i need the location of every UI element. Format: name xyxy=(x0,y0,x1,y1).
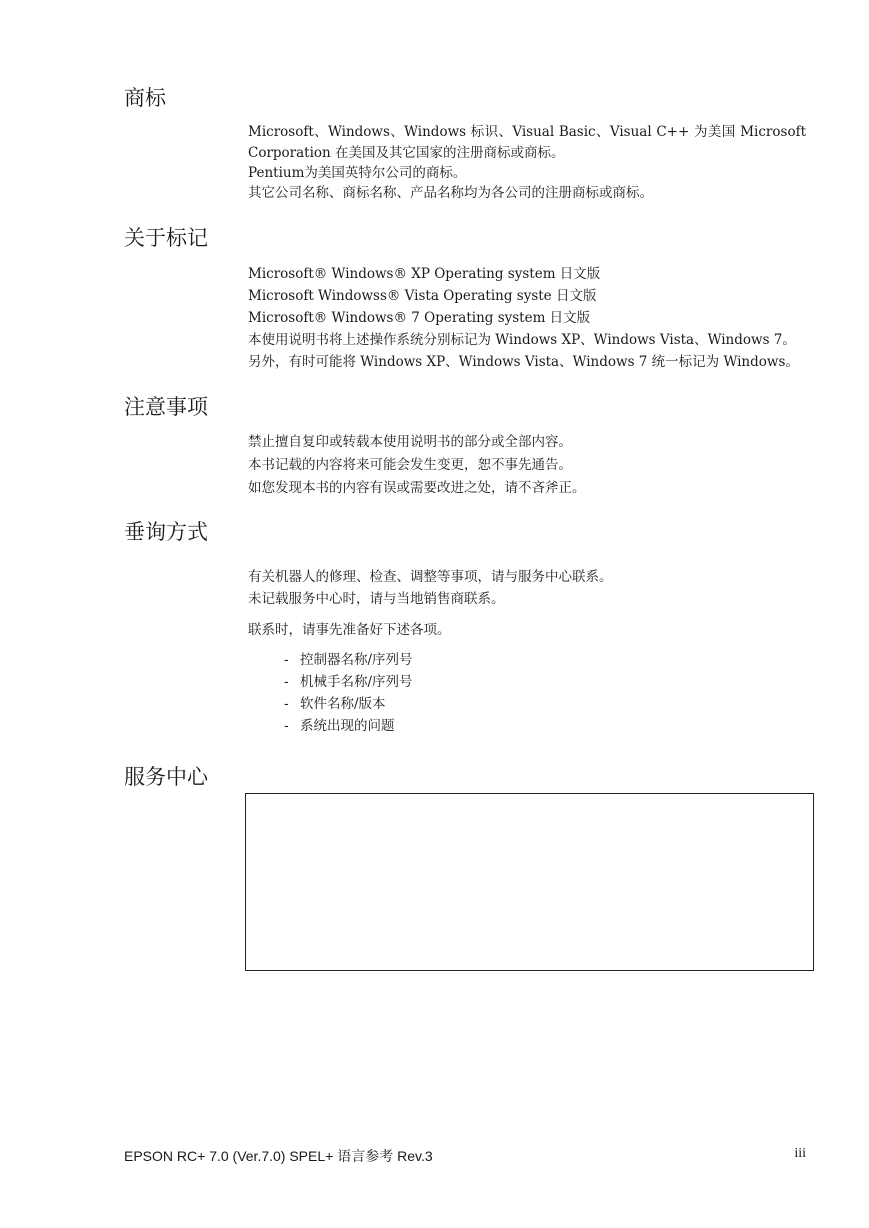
heading-notice: 注意事项 xyxy=(124,395,208,419)
notice-line-2: 本书记载的内容将来可能会发生变更，恕不事先通告。 xyxy=(248,457,572,473)
heading-notation: 关于标记 xyxy=(124,226,208,250)
list-item-text: 软件名称/版本 xyxy=(300,696,386,712)
list-item xyxy=(284,672,413,692)
heading-trademarks: 商标 xyxy=(124,86,166,110)
list-item xyxy=(284,716,395,736)
list-item xyxy=(284,650,413,670)
footer-doc-title: EPSON RC+ 7.0 (Ver.7.0) SPEL+ 语言参考 Rev.3 xyxy=(124,1148,433,1164)
bullet-dash: - xyxy=(284,696,289,712)
inquiry-line-1: 有关机器人的修理、检查、调整等事项，请与服务中心联系。 xyxy=(248,569,613,585)
service-center-box xyxy=(245,793,814,971)
bullet-dash: - xyxy=(284,674,289,690)
list-item-text: 机械手名称/序列号 xyxy=(300,674,413,690)
notation-line-4: 本使用说明书将上述操作系统分别标记为 Windows XP、Windows Vista、Windows 7。 xyxy=(248,332,796,348)
trademark-line-4: 其它公司名称、商标名称、产品名称均为各公司的注册商标或商标。 xyxy=(248,185,653,201)
notation-line-3: Microsoft® Windows® 7 Operating system 日文版 xyxy=(248,310,591,326)
notation-line-1: Microsoft® Windows® XP Operating system 日文版 xyxy=(248,266,601,282)
inquiry-line-2: 未记载服务中心时，请与当地销售商联系。 xyxy=(248,591,505,607)
list-item-text: 控制器名称/序列号 xyxy=(300,652,413,668)
list-item-text: 系统出现的问题 xyxy=(300,718,395,734)
notice-line-3: 如您发现本书的内容有误或需要改进之处，请不吝斧正。 xyxy=(248,480,586,496)
trademark-line-3: Pentium为美国英特尔公司的商标。 xyxy=(248,165,467,181)
list-item xyxy=(284,694,386,714)
trademark-line-1: Microsoft、Windows、Windows 标识、Visual Basic、Visual C++ 为美国 Microsoft xyxy=(248,124,806,140)
footer-page-number: iii xyxy=(794,1146,806,1161)
inquiry-line-3: 联系时，请事先准备好下述各项。 xyxy=(248,622,451,638)
notation-line-5: 另外，有时可能将 Windows XP、Windows Vista、Windows 7 统一标记为 Windows。 xyxy=(248,354,799,370)
bullet-dash: - xyxy=(284,718,289,734)
notation-line-2: Microsoft Windowss® Vista Operating syste 日文版 xyxy=(248,288,597,304)
notice-line-1: 禁止擅自复印或转载本使用说明书的部分或全部内容。 xyxy=(248,434,572,450)
heading-inquiry: 垂询方式 xyxy=(124,520,208,544)
heading-service-center: 服务中心 xyxy=(124,765,208,789)
trademark-line-2: Corporation 在美国及其它国家的注册商标或商标。 xyxy=(248,145,565,161)
bullet-dash: - xyxy=(284,652,289,668)
